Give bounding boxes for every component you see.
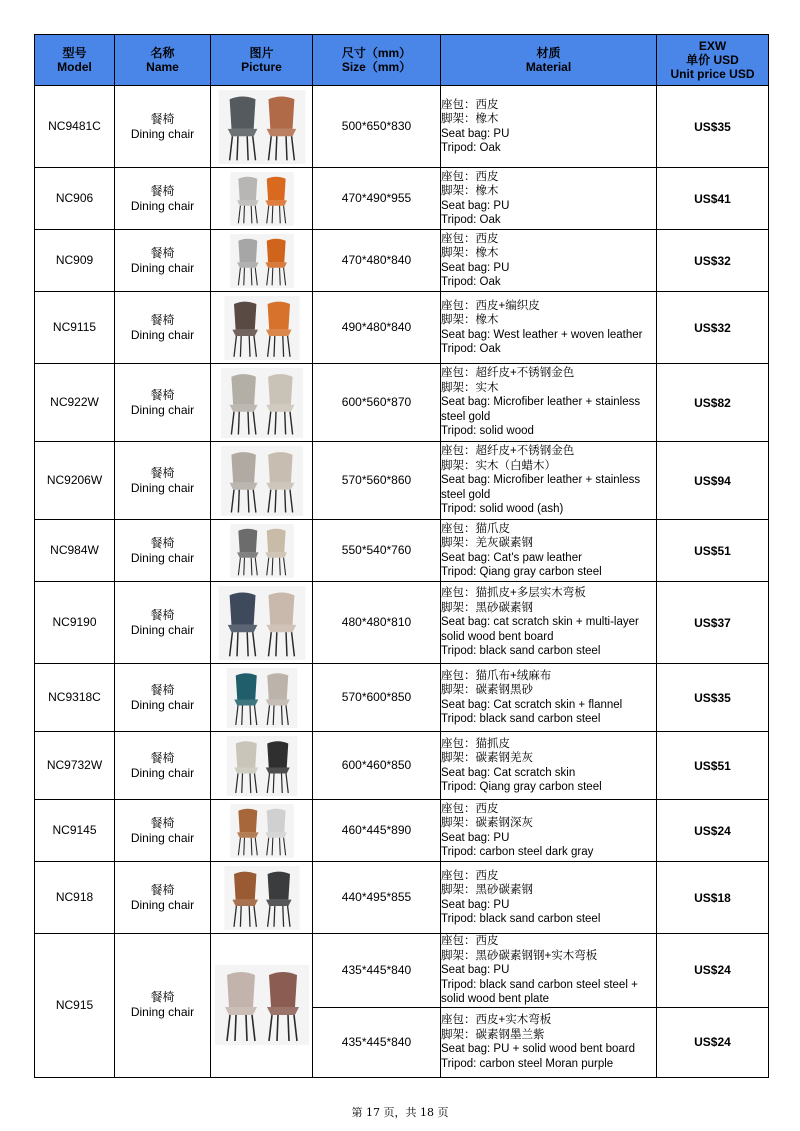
material-line: 座包：猫爪布+绒麻布 — [441, 669, 552, 682]
chair-photo — [215, 866, 309, 930]
name-cn: 餐椅 — [150, 750, 175, 765]
name-cn: 餐椅 — [150, 682, 175, 697]
picture-cell — [211, 364, 313, 442]
material-line: 座包：超纤皮+不锈钢金色 — [441, 445, 575, 458]
material-cell — [441, 862, 657, 934]
model-cell: NC9206W — [35, 442, 115, 520]
material-line: Tripod: Oak — [441, 214, 501, 226]
material-line: Seat bag: Cat's paw leather — [441, 551, 582, 564]
material-line: Seat bag: PU — [441, 831, 510, 844]
material-line: 座包：西皮 — [441, 935, 499, 947]
model-cell: NC915 — [35, 934, 115, 1078]
material-cell — [441, 86, 657, 168]
name-cell — [115, 862, 211, 934]
name-en: Dining chair — [130, 260, 195, 275]
table-row — [35, 800, 769, 862]
material-cell — [441, 800, 657, 862]
price-cell: US$35 — [657, 664, 769, 732]
name-en: Dining chair — [130, 126, 195, 141]
material-line: Tripod: black sand carbon steel steel + — [441, 978, 638, 991]
chair-photo — [215, 234, 309, 288]
material-line: 脚架：碳素钢深灰 — [441, 817, 533, 829]
picture-cell — [211, 862, 313, 934]
picture-cell — [211, 800, 313, 862]
header-price: EXW 单价 USD Unit price USD — [657, 35, 769, 86]
name-cn: 餐椅 — [150, 882, 175, 897]
size-cell: 480*480*810 — [313, 582, 441, 664]
name-en: Dining chair — [130, 897, 195, 912]
name-en: Dining chair — [130, 697, 195, 712]
material-line: 脚架：橡木 — [441, 113, 499, 125]
material-cell — [441, 934, 657, 1008]
material-cell — [441, 292, 657, 364]
price-cell: US$24 — [657, 934, 769, 1008]
material-line: 座包：西皮 — [441, 232, 499, 245]
name-cn: 餐椅 — [150, 245, 175, 260]
page-footer: 第 17 页，共 18 页 — [351, 1106, 449, 1119]
material-line: 座包：猫爪皮 — [441, 522, 510, 535]
table-row — [35, 664, 769, 732]
picture-cell — [211, 86, 313, 168]
material-line: Tripod: black sand carbon steel — [441, 913, 601, 925]
material-line: Seat bag: PU — [441, 964, 510, 976]
material-line: 脚架：实木（白蜡木） — [441, 459, 556, 472]
material-line: Seat bag: PU — [441, 898, 510, 911]
name-en: Dining chair — [130, 327, 195, 342]
picture-cell — [211, 292, 313, 364]
material-line: Seat bag: PU — [441, 127, 510, 140]
price-cell: US$51 — [657, 732, 769, 800]
material-line: Seat bag: cat scratch skin + multi-layer — [441, 616, 639, 629]
name-cn: 餐椅 — [150, 111, 175, 126]
size-cell: 570*560*860 — [313, 442, 441, 520]
model-cell: NC9190 — [35, 582, 115, 664]
name-cell — [115, 86, 211, 168]
material-line: Tripod: carbon steel Moran purple — [441, 1057, 614, 1070]
name-en: Dining chair — [130, 550, 195, 565]
name-cell — [115, 582, 211, 664]
name-cn: 餐椅 — [150, 465, 175, 480]
price-cell: US$41 — [657, 168, 769, 230]
price-cell: US$82 — [657, 364, 769, 442]
table-row — [35, 934, 769, 1008]
name-cell — [115, 732, 211, 800]
material-line: 脚架：黑砂碳素钢 — [441, 601, 533, 614]
price-list-table — [34, 34, 769, 1078]
picture-cell — [211, 582, 313, 664]
table-row — [35, 230, 769, 292]
size-cell: 440*495*855 — [313, 862, 441, 934]
material-line: steel gold — [441, 410, 491, 423]
price-cell: US$32 — [657, 230, 769, 292]
size-cell: 490*480*840 — [313, 292, 441, 364]
picture-cell — [211, 168, 313, 230]
material-line: Tripod: carbon steel dark gray — [441, 846, 594, 858]
table-row — [35, 520, 769, 582]
name-cell — [115, 168, 211, 230]
name-cn: 餐椅 — [150, 183, 175, 198]
name-cell — [115, 800, 211, 862]
size-cell: 435*445*840 — [313, 934, 441, 1008]
material-line: Tripod: black sand carbon steel — [441, 713, 601, 725]
chair-photo — [215, 804, 309, 858]
material-line: 座包：西皮 — [441, 802, 499, 815]
material-line: 脚架：实木 — [441, 381, 499, 394]
name-cell — [115, 364, 211, 442]
name-cell — [115, 292, 211, 364]
name-en: Dining chair — [130, 622, 195, 637]
name-cell — [115, 664, 211, 732]
material-line: 脚架：橡木 — [441, 185, 499, 197]
picture-cell — [211, 664, 313, 732]
header-picture: 图片 Picture — [211, 35, 313, 86]
name-cn: 餐椅 — [150, 990, 175, 1005]
material-line: Tripod: Oak — [441, 276, 501, 288]
name-cn: 餐椅 — [150, 387, 175, 402]
name-cn: 餐椅 — [150, 535, 175, 550]
material-cell — [441, 732, 657, 800]
material-line: Seat bag: PU + solid wood bent board — [441, 1043, 636, 1055]
material-line: 脚架：羌灰碳素钢 — [441, 537, 533, 549]
picture-cell — [211, 520, 313, 582]
price-cell: US$24 — [657, 1007, 769, 1077]
name-en: Dining chair — [130, 765, 195, 780]
size-cell: 500*650*830 — [313, 86, 441, 168]
table-row — [35, 168, 769, 230]
name-en: Dining chair — [130, 198, 195, 213]
material-line: 座包：猫抓皮 — [441, 737, 510, 750]
size-cell: 435*445*840 — [313, 1007, 441, 1077]
material-line: Seat bag: West leather + woven leather — [441, 328, 643, 341]
material-line: Tripod: Oak — [441, 343, 501, 355]
material-line: 脚架：黑砂碳素钢 — [441, 884, 533, 896]
model-cell: NC9145 — [35, 800, 115, 862]
name-cell — [115, 230, 211, 292]
size-cell: 460*445*890 — [313, 800, 441, 862]
table-row — [35, 582, 769, 664]
model-cell: NC918 — [35, 862, 115, 934]
header-size: 尺寸（mm） Size（mm） — [313, 35, 441, 86]
material-line: Seat bag: PU — [441, 199, 510, 212]
price-cell: US$35 — [657, 86, 769, 168]
name-cn: 餐椅 — [150, 815, 175, 830]
table-row — [35, 862, 769, 934]
name-en: Dining chair — [130, 1005, 195, 1020]
model-cell: NC9732W — [35, 732, 115, 800]
material-line: Tripod: Qiang gray carbon steel — [441, 566, 602, 578]
chair-photo — [215, 172, 309, 226]
material-cell — [441, 1007, 657, 1077]
name-cell — [115, 520, 211, 582]
material-line: 脚架：橡木 — [441, 314, 499, 326]
model-cell: NC984W — [35, 520, 115, 582]
material-line: steel gold — [441, 488, 491, 501]
price-cell: US$51 — [657, 520, 769, 582]
model-cell: NC9481C — [35, 86, 115, 168]
material-line: 脚架：碳素钢羌灰 — [441, 752, 533, 764]
material-line: 座包：西皮+编织皮 — [441, 299, 540, 312]
material-line: Seat bag: Microfiber leather + stainless — [441, 474, 641, 487]
picture-cell — [211, 442, 313, 520]
header-row — [35, 35, 769, 86]
model-cell: NC906 — [35, 168, 115, 230]
size-cell: 600*460*850 — [313, 732, 441, 800]
material-line: 脚架：碳素钢黑砂 — [441, 684, 533, 696]
material-cell — [441, 664, 657, 732]
material-cell — [441, 168, 657, 230]
material-line: Seat bag: PU — [441, 261, 510, 274]
chair-photo — [215, 586, 309, 660]
size-cell: 470*480*840 — [313, 230, 441, 292]
picture-cell — [211, 732, 313, 800]
material-line: Tripod: solid wood — [441, 425, 534, 438]
price-cell: US$94 — [657, 442, 769, 520]
picture-cell — [211, 230, 313, 292]
model-cell: NC909 — [35, 230, 115, 292]
material-line: 座包：西皮 — [441, 170, 499, 183]
chair-photo — [215, 368, 309, 438]
chair-photo — [215, 668, 309, 728]
model-cell: NC9318C — [35, 664, 115, 732]
table-row — [35, 292, 769, 364]
price-cell: US$32 — [657, 292, 769, 364]
table-row — [35, 442, 769, 520]
material-line: Seat bag: Microfiber leather + stainless — [441, 396, 641, 409]
material-line: Tripod: Oak — [441, 142, 501, 154]
material-line: Seat bag: Cat scratch skin — [441, 766, 576, 779]
price-cell: US$18 — [657, 862, 769, 934]
material-line: 座包：猫抓皮+多层实木弯板 — [441, 587, 586, 600]
chair-photo — [215, 446, 309, 516]
name-en: Dining chair — [130, 402, 195, 417]
header-model: 型号 Model — [35, 35, 115, 86]
size-cell: 570*600*850 — [313, 664, 441, 732]
chair-photo — [215, 524, 309, 578]
material-line: 座包：西皮 — [441, 869, 499, 882]
name-cn: 餐椅 — [150, 312, 175, 327]
name-cell — [115, 934, 211, 1078]
material-cell — [441, 442, 657, 520]
table-row — [35, 86, 769, 168]
material-line: 脚架：橡木 — [441, 247, 499, 259]
material-cell — [441, 230, 657, 292]
chair-photo — [215, 296, 309, 360]
name-cell — [115, 442, 211, 520]
material-line: Tripod: Qiang gray carbon steel — [441, 781, 602, 793]
material-line: solid wood bent plate — [441, 993, 550, 1005]
material-line: solid wood bent board — [441, 630, 554, 643]
model-cell: NC922W — [35, 364, 115, 442]
name-en: Dining chair — [130, 480, 195, 495]
material-cell — [441, 520, 657, 582]
material-line: 脚架：碳素钢墨兰紫 — [441, 1028, 545, 1041]
size-cell: 470*490*955 — [313, 168, 441, 230]
model-cell: NC9115 — [35, 292, 115, 364]
chair-photo — [215, 90, 309, 164]
size-cell: 600*560*870 — [313, 364, 441, 442]
price-cell: US$24 — [657, 800, 769, 862]
header-name: 名称 Name — [115, 35, 211, 86]
material-line: 脚架：黑砂碳素钢钢+实木弯板 — [441, 949, 598, 962]
material-line: Tripod: black sand carbon steel — [441, 645, 601, 658]
material-line: 座包：超纤皮+不锈钢金色 — [441, 367, 575, 380]
material-line: Tripod: solid wood (ash) — [441, 503, 564, 516]
name-cn: 餐椅 — [150, 607, 175, 622]
table-row — [35, 364, 769, 442]
table-row — [35, 732, 769, 800]
size-cell: 550*540*760 — [313, 520, 441, 582]
header-material: 材质 Material — [441, 35, 657, 86]
material-cell — [441, 582, 657, 664]
picture-cell — [211, 934, 313, 1078]
chair-photo — [215, 736, 309, 796]
material-cell — [441, 364, 657, 442]
material-line: 座包：西皮+实木弯板 — [441, 1014, 552, 1026]
chair-photo — [215, 959, 309, 1051]
name-en: Dining chair — [130, 830, 195, 845]
material-line: 座包：西皮 — [441, 98, 499, 111]
price-cell: US$37 — [657, 582, 769, 664]
material-line: Seat bag: Cat scratch skin + flannel — [441, 698, 623, 711]
